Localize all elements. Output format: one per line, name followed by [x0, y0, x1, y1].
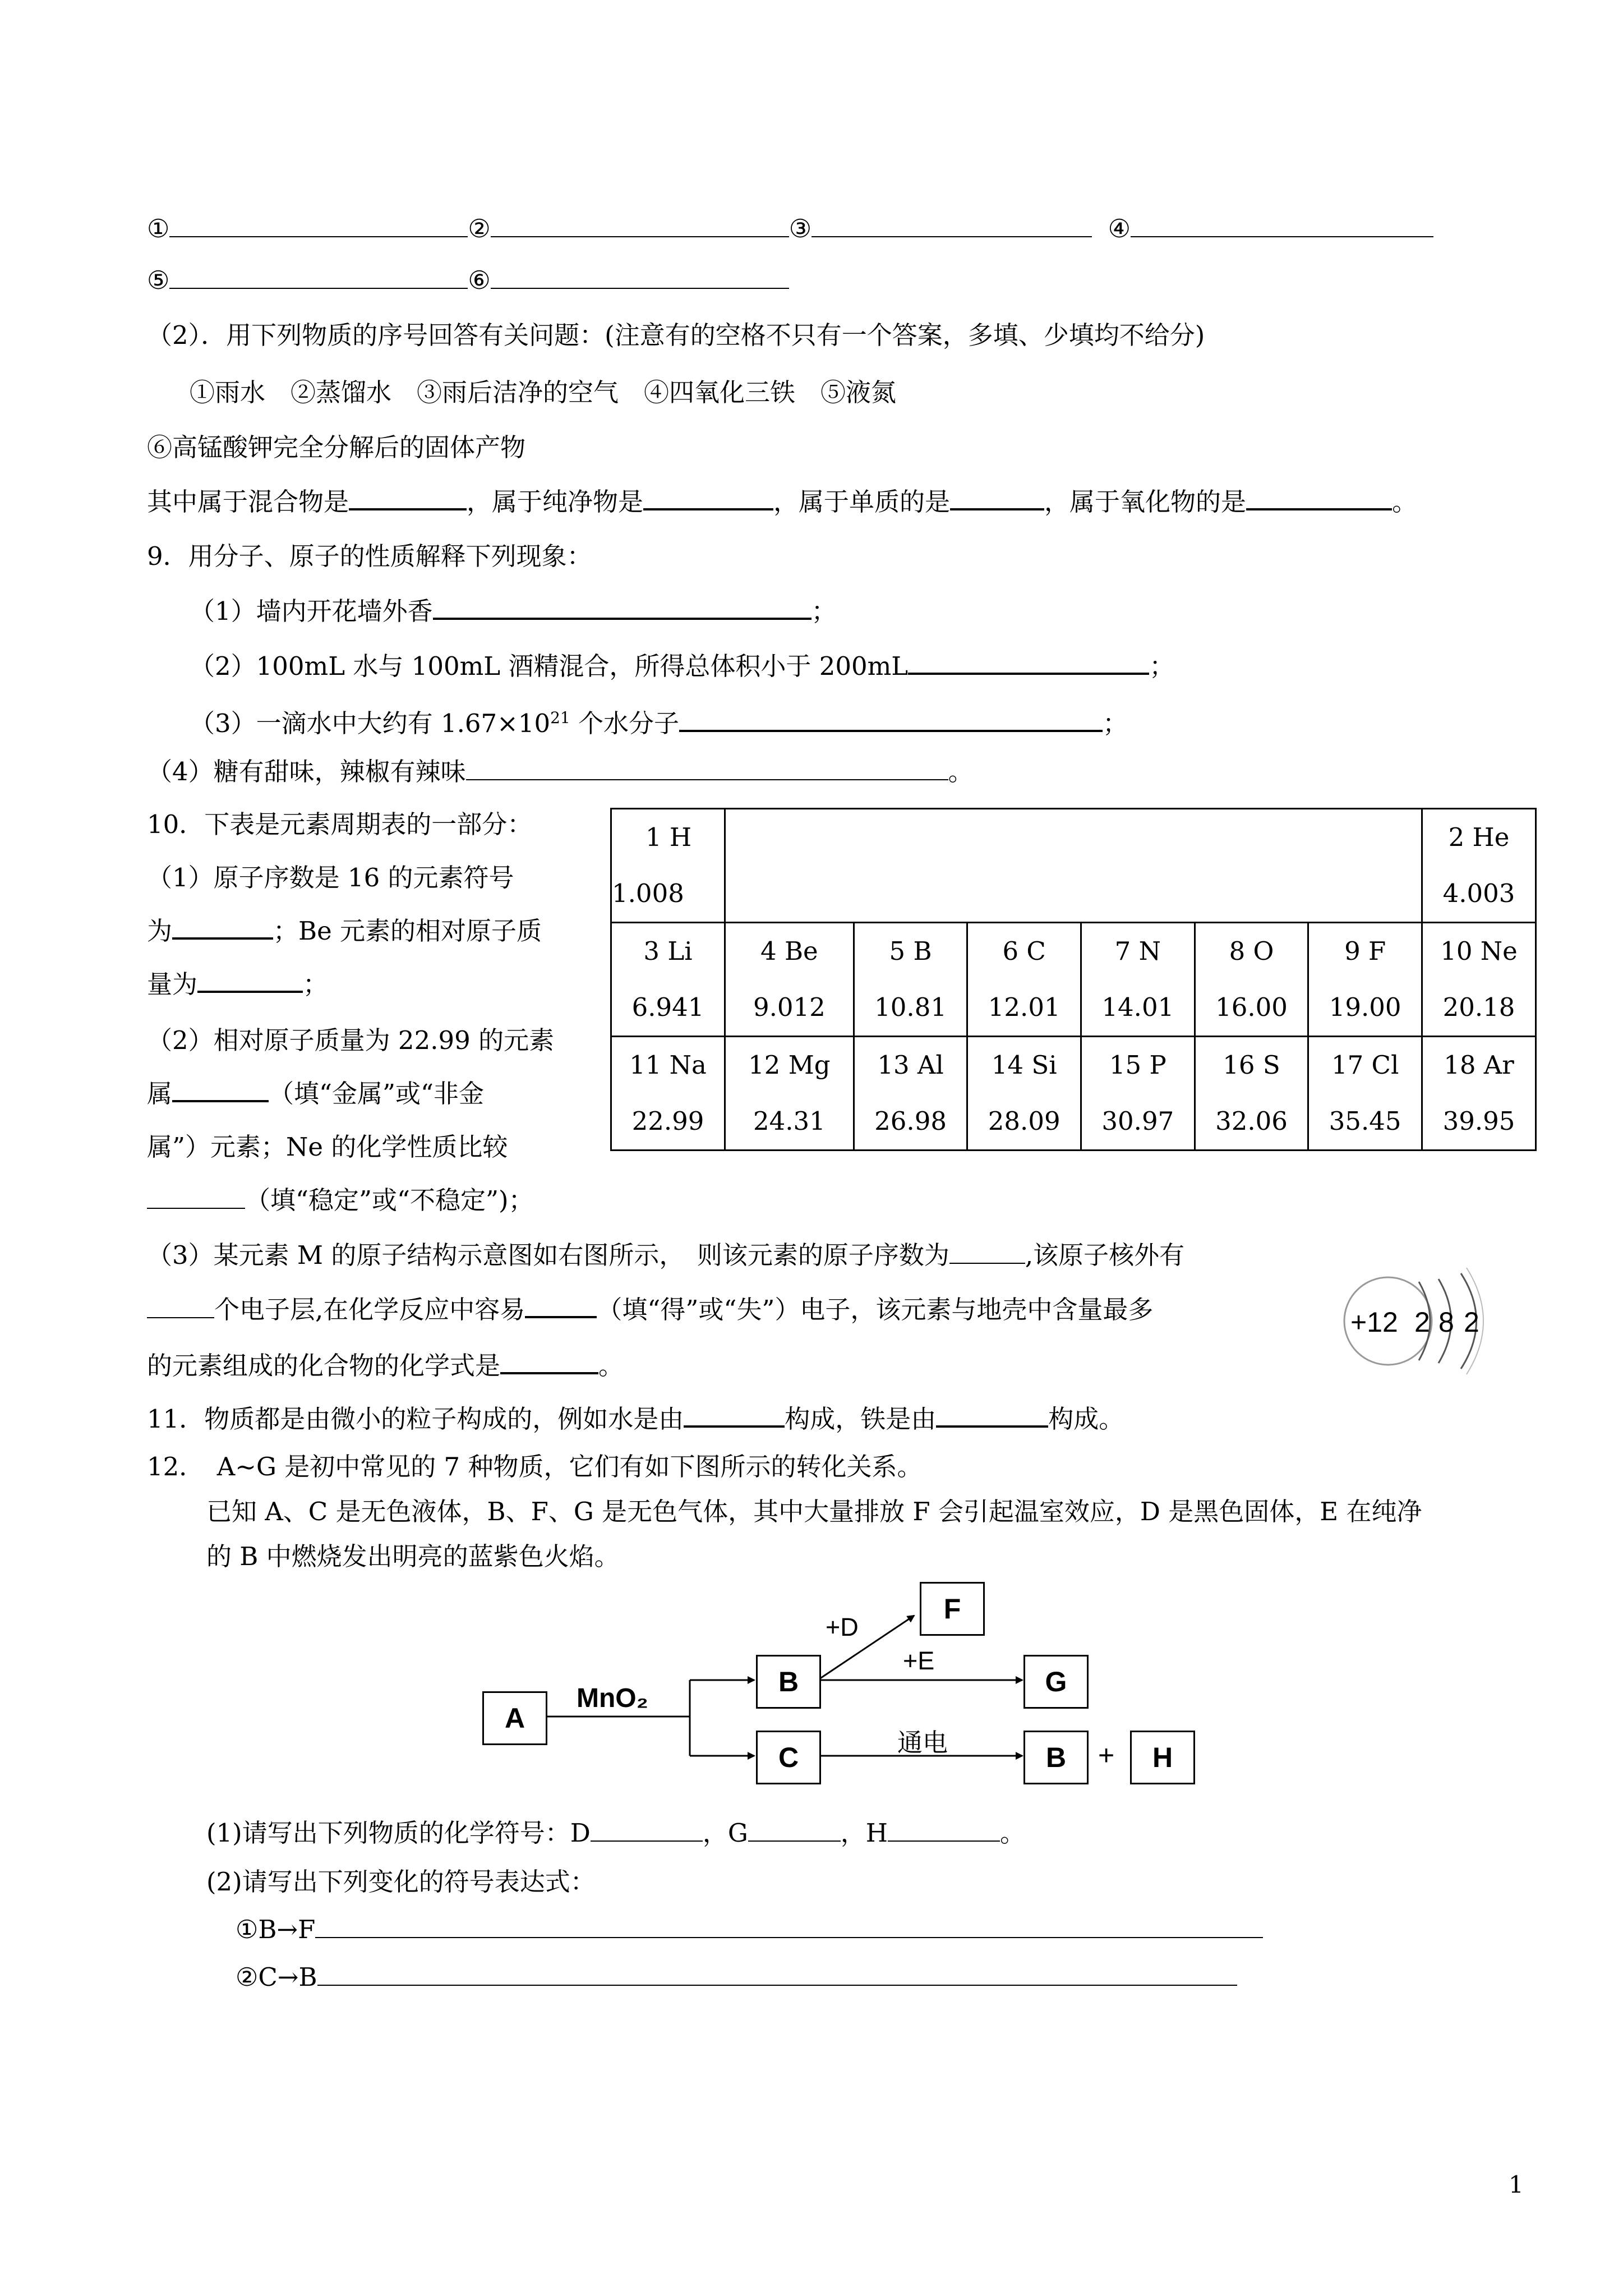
cell-c — [967, 923, 1081, 1037]
cell-n — [1081, 923, 1195, 1037]
node-a: A — [482, 1691, 547, 1745]
q12-sub1-d: 。 — [1000, 1818, 1026, 1848]
cell-mass: 12.01 — [988, 992, 1061, 1022]
cell-he-num: 2 He — [1448, 822, 1510, 852]
cell-f — [1308, 923, 1422, 1037]
exponent: 21 — [550, 708, 570, 727]
q10-p3-e: 的元素组成的化合物的化学式是 — [147, 1351, 501, 1381]
q10-p3-d: （填“得”或“失”）电子，该元素与地壳中含量最多 — [597, 1295, 1154, 1324]
cell-num: 11 Na — [629, 1050, 707, 1080]
cell-num: 12 Mg — [748, 1050, 831, 1080]
mixture-blank[interactable] — [349, 486, 467, 510]
q10-p2-b: 属 — [147, 1079, 173, 1108]
q12-eq2-label: ②C→B — [236, 1962, 317, 1992]
shell-2-electrons: 8 — [1438, 1306, 1454, 1338]
q10-p2-line2 — [147, 1077, 484, 1111]
q10-p3-line3 — [147, 1349, 624, 1383]
g-formula-blank[interactable] — [748, 1818, 841, 1842]
cell-h-num: 1 H — [645, 822, 692, 852]
q8-2-option6: ⑥高锰酸钾完全分解后的固体产物 — [147, 432, 526, 462]
q9-item-3 — [190, 701, 1128, 740]
q9-item-1-end: ； — [811, 596, 837, 626]
q12-eq1 — [236, 1913, 1263, 1947]
q9-item-1-blank[interactable] — [433, 595, 811, 620]
cell-o — [1195, 923, 1308, 1037]
blank-label-1: ① — [147, 214, 170, 243]
oxide-blank[interactable] — [1246, 486, 1392, 510]
q9-item-2-end: ； — [1149, 651, 1175, 681]
q8-2-options: ①雨水 ②蒸馏水 ③雨后洁净的空气 ④四氧化三铁 ⑤液氮 — [190, 378, 897, 407]
cell-mass: 32.06 — [1215, 1106, 1288, 1136]
cell-mass: 35.45 — [1329, 1106, 1401, 1136]
cell-he-mass: 4.003 — [1442, 878, 1515, 908]
cell-li — [611, 923, 725, 1037]
table-row-2 — [611, 923, 1536, 1037]
q11-b: 构成，铁是由 — [785, 1404, 937, 1434]
be-mass-blank[interactable] — [197, 968, 303, 993]
cell-mass: 26.98 — [874, 1106, 947, 1136]
node-b-product: B — [1023, 1731, 1089, 1784]
q9-item-2-blank[interactable] — [908, 650, 1149, 675]
cell-p — [1081, 1037, 1195, 1151]
metal-blank[interactable] — [172, 1078, 269, 1102]
cell-num: 3 Li — [643, 936, 693, 966]
cell-num: 8 O — [1229, 936, 1274, 966]
cell-num: 17 Cl — [1331, 1050, 1399, 1080]
atom-structure-diagram — [1335, 1257, 1503, 1386]
q9-item-3-blank[interactable] — [679, 707, 1103, 732]
q8-2-fill-line — [147, 485, 1417, 519]
element-label: ，属于单质的是 — [773, 487, 951, 517]
cell-mass: 9.012 — [753, 992, 826, 1022]
q12-sub1-c: ，H — [840, 1818, 888, 1848]
shell-1-electrons: 2 — [1414, 1306, 1430, 1338]
q10-p1-line3 — [147, 968, 328, 1001]
q10-p3-line2 — [147, 1293, 1153, 1327]
water-particle-blank[interactable] — [684, 1403, 785, 1428]
q10-title: 10．下表是元素周期表的一部分： — [147, 809, 533, 839]
mixture-label: 其中属于混合物是 — [147, 487, 349, 517]
pure-label: ，属于纯净物是 — [467, 487, 644, 517]
q10-p2-c: （填“金属”或“非金 — [269, 1079, 485, 1108]
table-row-3 — [611, 1037, 1536, 1151]
answer-blank-1[interactable] — [169, 214, 468, 237]
node-b: B — [756, 1655, 821, 1709]
cell-mass: 22.99 — [631, 1106, 704, 1136]
cell-mass: 28.09 — [988, 1106, 1061, 1136]
cell-mass: 24.31 — [753, 1106, 826, 1136]
q9-item-3-end: ； — [1103, 708, 1128, 738]
cell-ar — [1422, 1037, 1536, 1151]
q12-desc-2: 的 B 中燃烧发出明亮的蓝紫色火焰。 — [206, 1542, 620, 1571]
blank-label-5: ⑤ — [147, 265, 170, 295]
q11-a: 11．物质都是由微小的粒子构成的，例如水是由 — [147, 1404, 684, 1434]
cell-num: 10 Ne — [1440, 936, 1518, 966]
d-formula-blank[interactable] — [591, 1818, 703, 1842]
q10-p1-e: ； — [303, 969, 329, 999]
cell-mass: 16.00 — [1215, 992, 1288, 1022]
c-to-b-equation-blank[interactable] — [317, 1962, 1237, 1986]
cell-mass: 6.941 — [631, 992, 704, 1022]
cell-mass: 19.00 — [1329, 992, 1401, 1022]
node-h: H — [1130, 1731, 1195, 1784]
cell-empty — [725, 809, 1422, 923]
q12-sub2: (2)请写出下列变化的符号表达式： — [206, 1867, 596, 1897]
q12-sub1 — [206, 1816, 1025, 1850]
atomic-number-blank[interactable] — [949, 1240, 1025, 1264]
electrolysis-label: 通电 — [897, 1728, 948, 1757]
plus-sign: + — [1098, 1740, 1115, 1771]
h-formula-blank[interactable] — [888, 1818, 1000, 1842]
blank-label-4: ④ — [1108, 214, 1131, 243]
q10-p1-d: 量为 — [147, 969, 198, 999]
blank-label-2: ② — [468, 214, 491, 243]
cell-cl — [1308, 1037, 1422, 1151]
node-g: G — [1023, 1655, 1089, 1709]
q10-p2-a: （2）相对原子质量为 22.99 的元素 — [147, 1025, 555, 1055]
iron-particle-blank[interactable] — [936, 1403, 1048, 1428]
cell-num: 9 F — [1344, 936, 1386, 966]
cell-b — [854, 923, 967, 1037]
cell-num: 18 Ar — [1444, 1050, 1514, 1080]
catalyst-label: MnO₂ — [577, 1683, 648, 1713]
q12-eq1-label: ①B→F — [236, 1915, 316, 1944]
cell-num: 4 Be — [760, 936, 818, 966]
q12-sub1-b: ，G — [702, 1818, 748, 1848]
q9-item-2-text: （2）100mL 水与 100mL 酒精混合，所得总体积小于 200mL — [190, 651, 909, 681]
cell-num: 5 B — [889, 936, 932, 966]
q10-p2-d: 属”）元素；Ne 的化学性质比较 — [147, 1132, 508, 1162]
q10-p2-e: （填“稳定”或“不稳定”)； — [245, 1185, 534, 1215]
q9-item-4-blank[interactable] — [466, 757, 948, 780]
element-blank[interactable] — [950, 486, 1044, 510]
cell-mass: 10.81 — [874, 992, 947, 1022]
q10-p3-c: 个电子层,在化学反应中容易 — [214, 1295, 525, 1324]
cell-ne — [1422, 923, 1536, 1037]
answer-blank-5[interactable] — [169, 265, 468, 289]
cell-mass: 30.97 — [1101, 1106, 1174, 1136]
answer-blank-4[interactable] — [1131, 214, 1433, 237]
stability-blank[interactable] — [147, 1185, 245, 1209]
cell-mg — [725, 1037, 854, 1151]
blank-row-1 — [147, 212, 1433, 246]
cell-num: 15 P — [1109, 1050, 1166, 1080]
gain-lose-blank[interactable] — [525, 1294, 597, 1318]
q8-2-prompt: （2）．用下列物质的序号回答有关问题：(注意有的空格不只有一个答案，多填、少填均不给分) — [147, 320, 1205, 350]
q10-p3-b: ,该原子核外有 — [1025, 1240, 1185, 1270]
cell-num: 6 C — [1002, 936, 1046, 966]
cell-he — [1422, 809, 1536, 923]
cell-s — [1195, 1037, 1308, 1151]
shell-3-electrons: 2 — [1464, 1306, 1479, 1338]
q10-p3-f: 。 — [598, 1351, 624, 1381]
q10-p1-a: （1）原子序数是 16 的元素符号 — [147, 863, 514, 892]
q9-item-2 — [190, 650, 1174, 683]
q9-item-1-text: （1）墙内开花墙外香 — [190, 596, 433, 626]
table-row-1 — [611, 809, 1536, 923]
q10-p2-line4 — [147, 1184, 534, 1217]
q9-item-3-text-b: 个水分子 — [570, 708, 680, 738]
cell-be — [725, 923, 854, 1037]
periodic-table — [610, 808, 1537, 1151]
cell-h — [611, 809, 725, 923]
q11 — [147, 1402, 1124, 1436]
atom-nucleus-charge: +12 — [1350, 1306, 1398, 1338]
reaction-diagram — [471, 1571, 1200, 1812]
cell-num: 16 S — [1223, 1050, 1280, 1080]
plus-d-label: +D — [826, 1613, 859, 1641]
q9-item-4-text: （4）糖有甜味，辣椒有辣味 — [147, 757, 466, 786]
pure-blank[interactable] — [643, 486, 773, 510]
period: 。 — [1392, 487, 1418, 517]
q10-p3-line1 — [147, 1239, 1184, 1272]
blank-label-6: ⑥ — [468, 265, 491, 295]
symbol-blank[interactable] — [172, 915, 273, 940]
shell-count-blank[interactable] — [147, 1295, 214, 1318]
formula-blank[interactable] — [500, 1350, 598, 1374]
q12-eq2 — [236, 1961, 1237, 1994]
q9-item-3-text: （3）一滴水中大约有 1.67×10 — [190, 708, 551, 738]
q9-item-4-end: 。 — [948, 757, 974, 786]
answer-blank-6[interactable] — [491, 265, 789, 289]
cell-h-mass: 1.008 — [612, 878, 684, 908]
page-number: 1 — [1509, 2171, 1524, 2198]
cell-mass: 20.18 — [1442, 992, 1515, 1022]
cell-al — [854, 1037, 967, 1151]
blank-row-2 — [147, 264, 789, 297]
cell-num: 7 N — [1114, 936, 1161, 966]
oxide-label: ，属于氧化物的是 — [1044, 487, 1247, 517]
node-f: F — [920, 1582, 985, 1636]
q9-item-1 — [190, 595, 837, 628]
q10-p1-b: 为 — [147, 916, 173, 946]
b-to-f-equation-blank[interactable] — [315, 1915, 1263, 1938]
node-c: C — [756, 1731, 821, 1784]
cell-num: 14 Si — [991, 1050, 1057, 1080]
q9-item-4 — [147, 755, 974, 789]
q11-c: 构成。 — [1048, 1404, 1124, 1434]
plus-e-label: +E — [903, 1646, 935, 1675]
q10-p3-a: （3）某元素 M 的原子结构示意图如右图所示， 则该元素的原子序数为 — [147, 1240, 949, 1270]
q12-sub1-a: (1)请写出下列物质的化学符号：D — [206, 1818, 591, 1848]
cell-si — [967, 1037, 1081, 1151]
q12-desc-1: 已知 A、C 是无色液体，B、F、G 是无色气体，其中大量排放 F 会引起温室效应，D 是黑色固体，E 在纯净 — [206, 1497, 1422, 1526]
q9-title: 9．用分子、原子的性质解释下列现象： — [147, 541, 592, 571]
cell-mass: 14.01 — [1101, 992, 1174, 1022]
answer-blank-2[interactable] — [491, 214, 789, 237]
cell-mass: 39.95 — [1442, 1106, 1515, 1136]
q10-p1-line2 — [147, 914, 542, 948]
q10-p1-c: ；Be 元素的相对原子质 — [273, 916, 542, 946]
q12-title: 12． A~G 是初中常见的 7 种物质，它们有如下图所示的转化关系。 — [147, 1452, 923, 1481]
blank-label-3: ③ — [789, 214, 812, 243]
cell-num: 13 Al — [877, 1050, 944, 1080]
answer-blank-3[interactable] — [811, 214, 1092, 237]
cell-na — [611, 1037, 725, 1151]
